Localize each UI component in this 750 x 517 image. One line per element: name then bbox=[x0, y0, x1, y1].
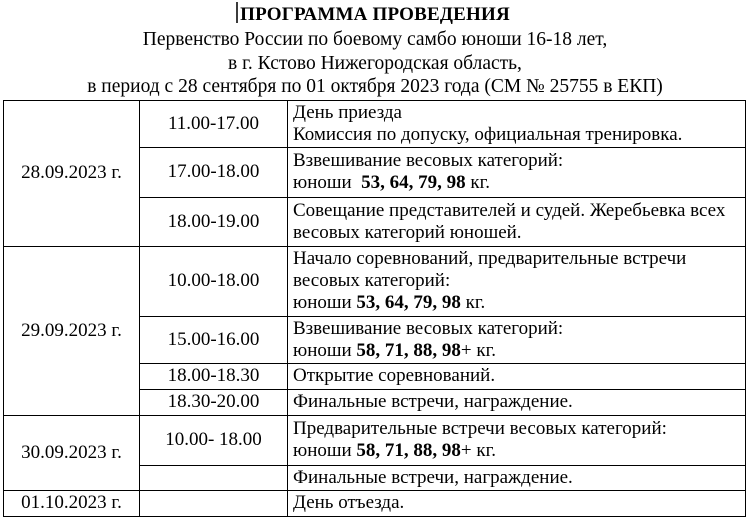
schedule-entry-line bbox=[293, 467, 739, 489]
schedule-entry-line bbox=[293, 200, 739, 244]
text-segment: Комиссия по допуску, официальная тренировка. bbox=[293, 123, 683, 145]
weight-categories-bold: 53, 64, 79, 98 bbox=[356, 292, 461, 313]
schedule-entry-line bbox=[293, 340, 739, 362]
schedule-entry-line bbox=[293, 492, 739, 514]
text-segment: Финальные встречи, награждение. bbox=[293, 466, 573, 488]
date-cell: 28.09.2023 г. bbox=[4, 100, 140, 246]
schedule-entry-line bbox=[293, 318, 739, 340]
time-cell bbox=[140, 465, 288, 490]
subtitle-line-3: в период с 28 сентября по 01 октября 2023 года (СМ № 25755 в ЕКП) bbox=[87, 76, 663, 97]
text-segment: юноши bbox=[293, 172, 362, 193]
description-cell bbox=[288, 389, 746, 415]
weight-categories-bold: 58, 71, 88, 98 bbox=[356, 440, 461, 461]
text-segment: Совещание представителей и судей. Жеребьевка всех весовых категорий юношей. bbox=[293, 199, 731, 243]
subtitle-line-1: Первенство России по боевому самбо юноши 16-18 лет, bbox=[142, 29, 608, 50]
description-cell bbox=[288, 147, 746, 197]
description-cell bbox=[288, 363, 746, 389]
time-cell: 11.00-17.00 bbox=[140, 100, 288, 147]
time-cell: 18.00-19.00 bbox=[140, 197, 288, 246]
date-cell: 01.10.2023 г. bbox=[4, 490, 140, 516]
table-row bbox=[4, 246, 746, 316]
subtitle-line-2: в г. Кстово Нижегородская область, bbox=[228, 52, 522, 74]
text-cursor-caret bbox=[236, 2, 238, 23]
text-segment: Финальные встречи, награждение. bbox=[293, 391, 573, 412]
table-row bbox=[4, 100, 746, 147]
text-segment: + кг. bbox=[460, 440, 497, 461]
text-segment: Предварительные встречи весовых категорий: bbox=[293, 418, 667, 439]
schedule-table bbox=[3, 100, 746, 517]
text-segment: День отъезда. bbox=[293, 492, 405, 513]
schedule-entry-line bbox=[293, 365, 739, 387]
time-cell: 10.00- 18.00 bbox=[140, 415, 288, 465]
schedule-entry-line bbox=[293, 248, 739, 292]
page-title-text: ПРОГРАММА ПРОВЕДЕНИЯ bbox=[240, 4, 510, 25]
text-segment: Начало соревнований, предварительные встречи весовых категорий: bbox=[293, 248, 692, 291]
schedule-entry-line bbox=[293, 292, 739, 314]
text-segment: юноши bbox=[293, 292, 357, 313]
text-segment: юноши bbox=[293, 339, 357, 361]
description-cell bbox=[288, 490, 746, 516]
description-cell bbox=[288, 316, 746, 363]
schedule-entry-line bbox=[293, 172, 739, 194]
time-cell: 17.00-18.00 bbox=[140, 147, 288, 197]
time-cell: 15.00-16.00 bbox=[140, 316, 288, 363]
text-segment: Взвешивание весовых категорий: bbox=[293, 317, 564, 339]
time-cell bbox=[140, 490, 288, 516]
page-title bbox=[240, 2, 510, 27]
description-cell bbox=[288, 246, 746, 316]
text-segment: кг. bbox=[460, 292, 486, 313]
title-row bbox=[0, 2, 750, 28]
schedule-entry-line bbox=[293, 124, 739, 146]
text-segment: Взвешивание весовых категорий: bbox=[293, 150, 564, 171]
document-header bbox=[0, 0, 750, 99]
schedule-entry-line bbox=[293, 391, 739, 413]
text-segment: кг. bbox=[465, 172, 491, 193]
time-cell: 18.00-18.30 bbox=[140, 363, 288, 389]
table-row bbox=[4, 415, 746, 465]
schedule-entry-line bbox=[293, 440, 739, 462]
schedule-entry-line bbox=[293, 150, 739, 172]
date-cell: 29.09.2023 г. bbox=[4, 246, 140, 415]
weight-categories-bold: 53, 64, 79, 98 bbox=[361, 172, 466, 193]
weight-categories-bold: 58, 71, 88, 98 bbox=[356, 339, 461, 361]
time-cell: 10.00-18.00 bbox=[140, 246, 288, 316]
schedule-entry-line bbox=[293, 418, 739, 440]
description-cell bbox=[288, 415, 746, 465]
text-segment: юноши bbox=[293, 440, 357, 461]
description-cell bbox=[288, 197, 746, 246]
table-row bbox=[4, 490, 746, 516]
text-segment: + кг. bbox=[460, 339, 497, 361]
text-segment: Открытие соревнований. bbox=[293, 365, 496, 386]
text-segment: День приезда bbox=[293, 101, 402, 123]
description-cell bbox=[288, 465, 746, 490]
date-cell: 30.09.2023 г. bbox=[4, 415, 140, 490]
time-cell: 18.30-20.00 bbox=[140, 389, 288, 415]
description-cell bbox=[288, 100, 746, 147]
schedule-entry-line bbox=[293, 102, 739, 124]
